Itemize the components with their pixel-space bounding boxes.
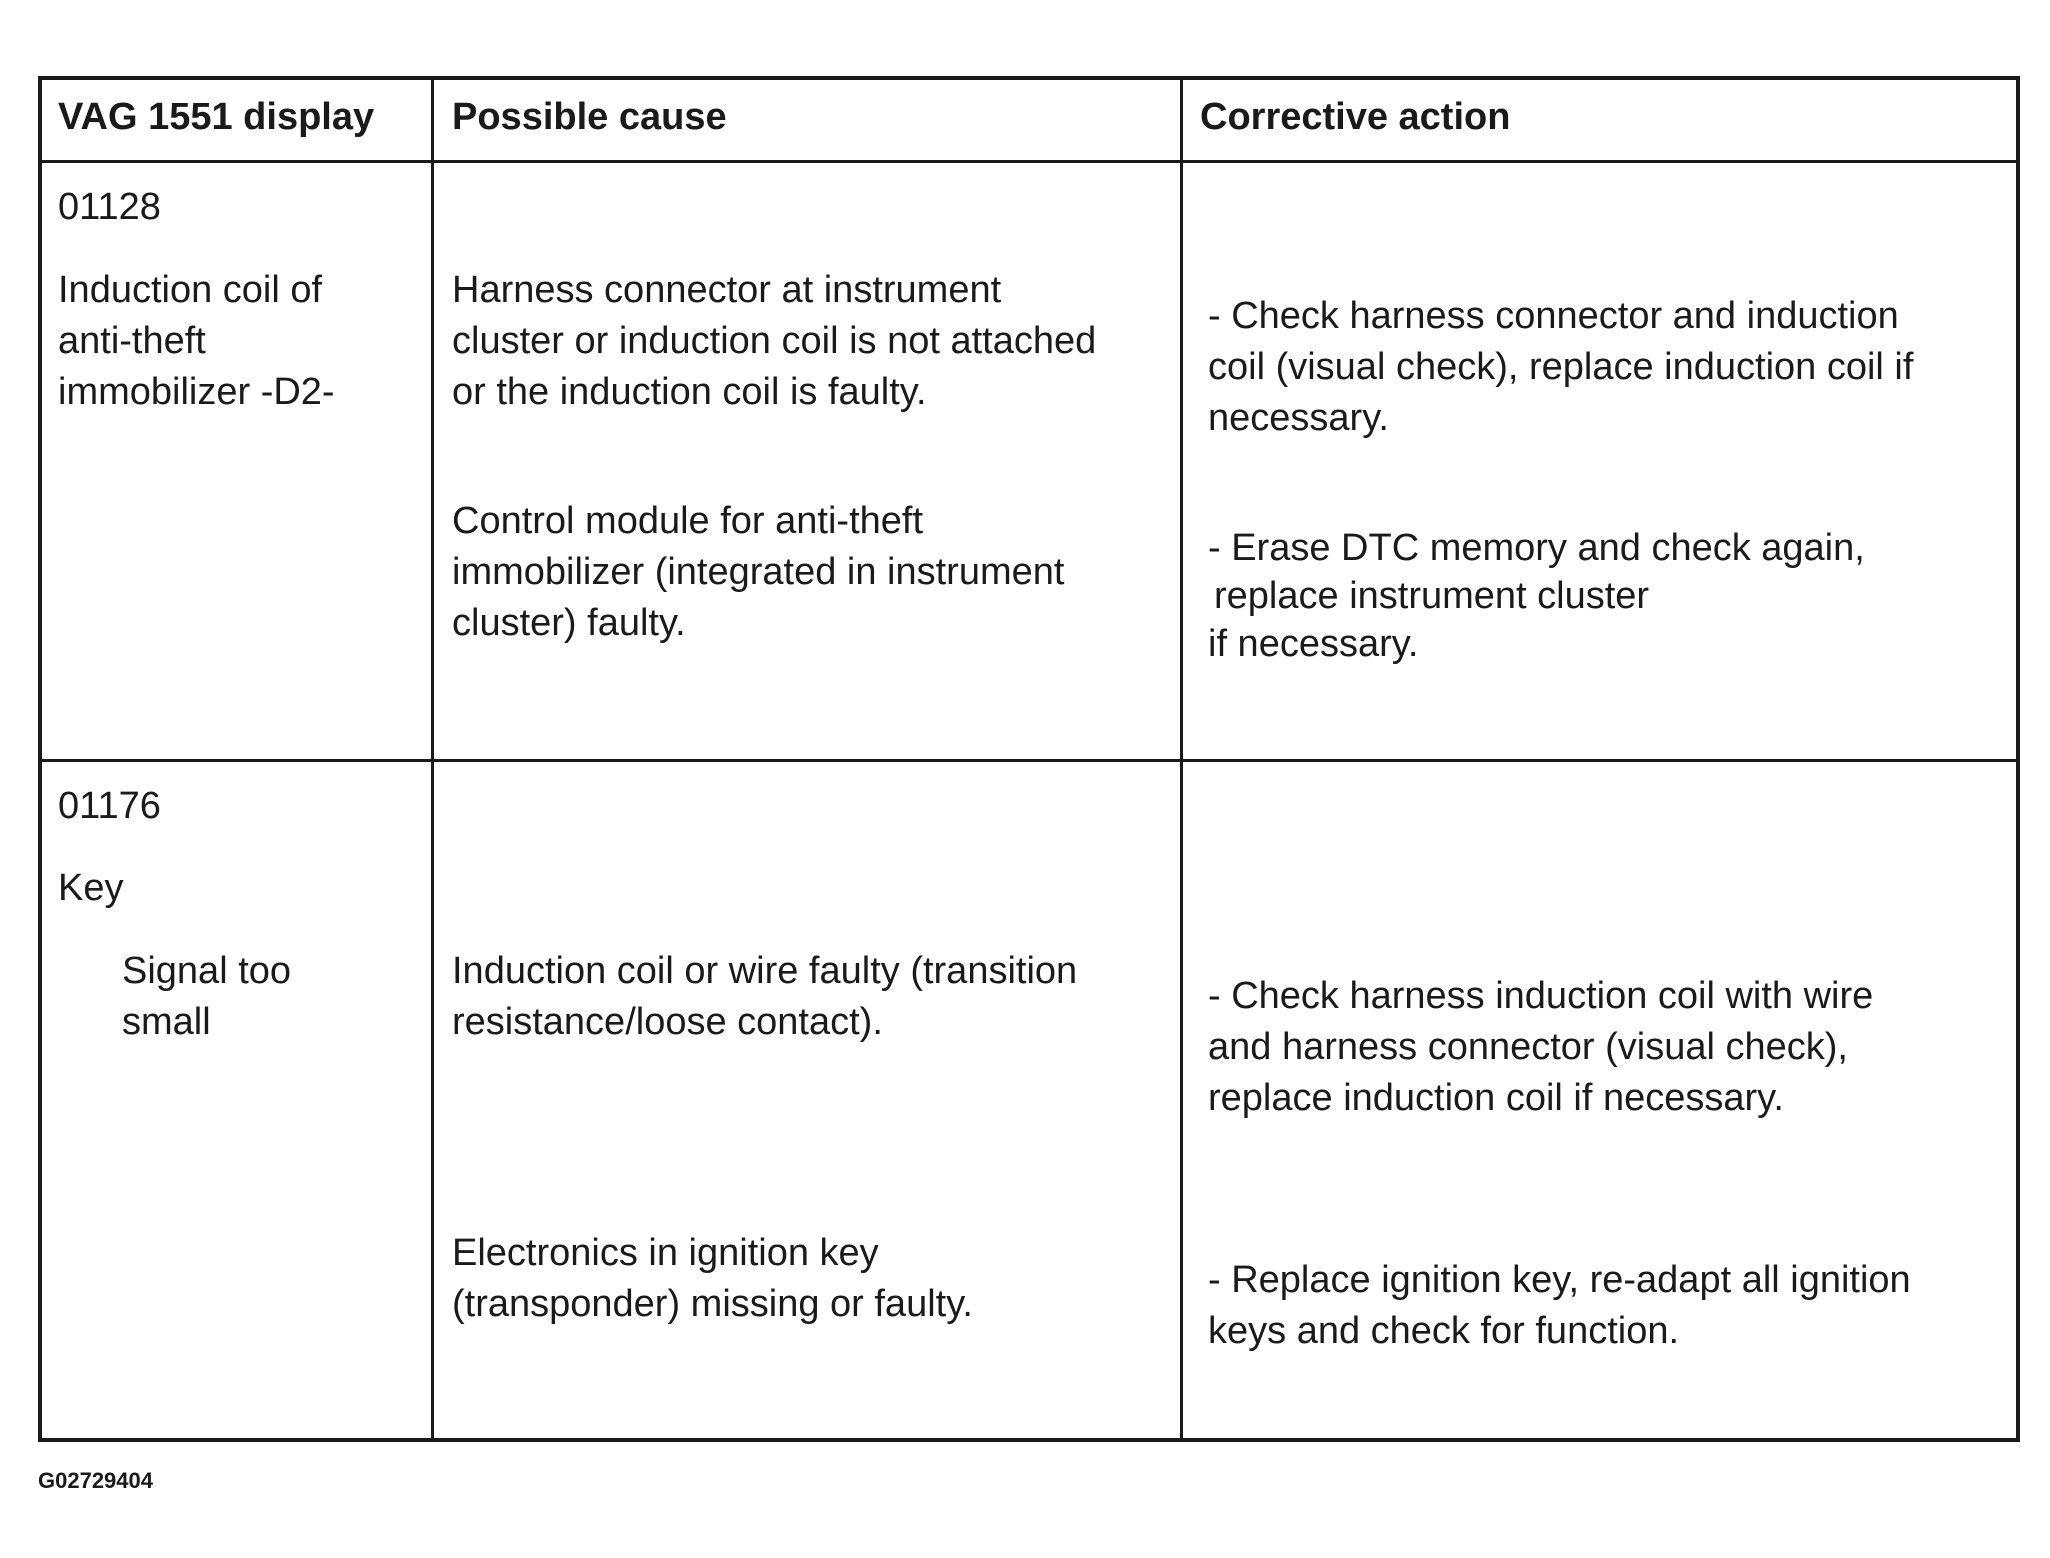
action-line: replace instrument cluster [1214,575,1650,617]
header-vag-display: VAG 1551 display [58,96,375,138]
cause-line: cluster or induction coil is not attached [452,320,1097,362]
diagnostic-table [38,76,2020,1442]
header-divider [42,160,2016,163]
row1-code: 01128 [58,186,161,228]
action-line: if necessary. [1208,623,1419,665]
action-line: - Check harness induction coil with wire [1208,975,1874,1017]
figure-id: G02729404 [38,1468,153,1493]
row2-code: 01176 [58,785,161,827]
row1-description-line: anti-theft [58,320,206,362]
cause-line: resistance/loose contact). [452,1001,883,1043]
header-corrective-action: Corrective action [1200,96,1511,138]
cause-line: or the induction coil is faulty. [452,371,927,413]
cause-line: cluster) faulty. [452,602,686,644]
row2-sub-description-line: small [122,1001,211,1043]
cause-line: (transponder) missing or faulty. [452,1283,973,1325]
row1-description-line: Induction coil of [58,269,323,311]
action-line: replace induction coil if necessary. [1208,1077,1784,1119]
row2-description: Key [58,867,124,909]
header-possible-cause: Possible cause [452,96,727,138]
cause-line: Control module for anti-theft [452,500,924,542]
row2-sub-description-line: Signal too [122,950,292,992]
cause-line: Induction coil or wire faulty (transition [452,950,1078,992]
action-line: and harness connector (visual check), [1208,1026,1848,1068]
action-line: coil (visual check), replace induction coil if [1208,346,1914,388]
cause-line: immobilizer (integrated in instrument [452,551,1065,593]
action-line: - Erase DTC memory and check again, [1208,527,1865,569]
cause-line: Harness connector at instrument [452,269,1002,311]
action-line: necessary. [1208,397,1389,439]
action-line: - Check harness connector and induction [1208,295,1899,337]
row-divider [42,759,2016,762]
action-line: keys and check for function. [1208,1310,1680,1352]
action-line: - Replace ignition key, re-adapt all ignition [1208,1259,1911,1301]
cause-line: Electronics in ignition key [452,1232,879,1274]
row1-description-line: immobilizer -D2- [58,371,335,413]
